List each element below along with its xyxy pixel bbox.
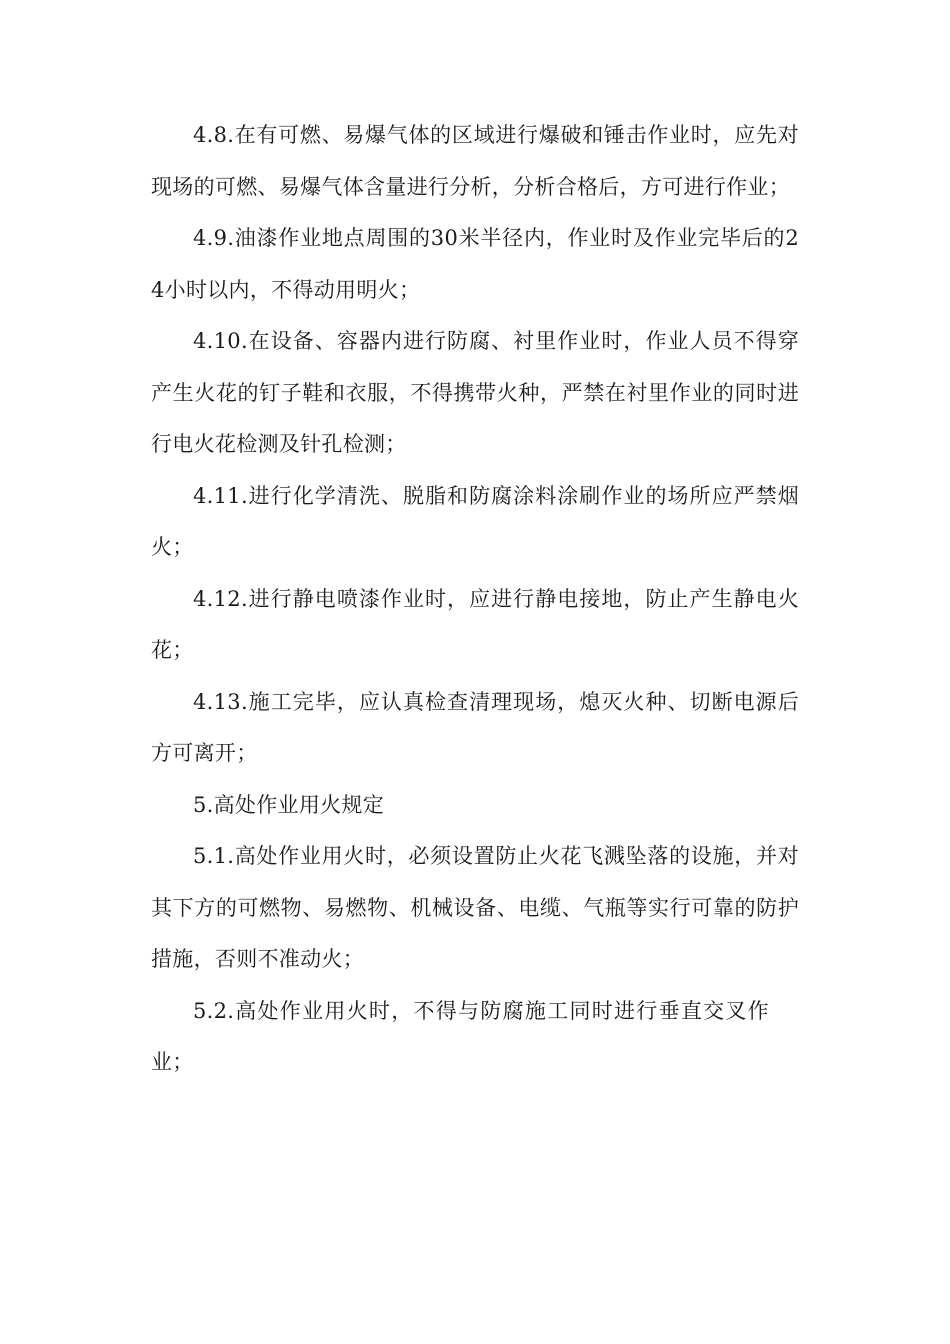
paragraph-5-1: 5.1.高处作业用火时，必须设置防止火花飞溅坠落的设施，并对其下方的可燃物、易燃物、机械设备、电缆、气瓶等实行可靠的防护措施，否则不准动火； — [151, 844, 799, 971]
paragraph-4-12: 4.12.进行静电喷漆作业时，应进行静电接地，防止产生静电火花； — [151, 586, 799, 662]
paragraph-4-8: 4.8.在有可燃、易爆气体的区域进行爆破和锤击作业时，应先对现场的可燃、易爆气体含量进行分析，分析合格后，方可进行作业； — [151, 123, 799, 199]
paragraph-4-11: 4.11.进行化学清洗、脱脂和防腐涂料涂刷作业的场所应严禁烟火； — [151, 483, 799, 559]
document-body — [151, 110, 799, 1089]
paragraph-4-10: 4.10.在设备、容器内进行防腐、衬里作业时，作业人员不得穿产生火花的钉子鞋和衣服，不得携带火种，严禁在衬里作业的同时进行电火花检测及针孔检测； — [151, 329, 799, 456]
section-heading-5: 5.高处作业用火规定 — [193, 792, 385, 817]
paragraph-4-9: 4.9.油漆作业地点周围的30米半径内，作业时及作业完毕后的24小时以内，不得动用明火； — [151, 226, 799, 302]
paragraph-4-13: 4.13.施工完毕，应认真检查清理现场，熄灭火种、切断电源后方可离开； — [151, 689, 799, 765]
paragraph-5-2: 5.2.高处作业用火时，不得与防腐施工同时进行垂直交叉作业； — [151, 998, 769, 1074]
